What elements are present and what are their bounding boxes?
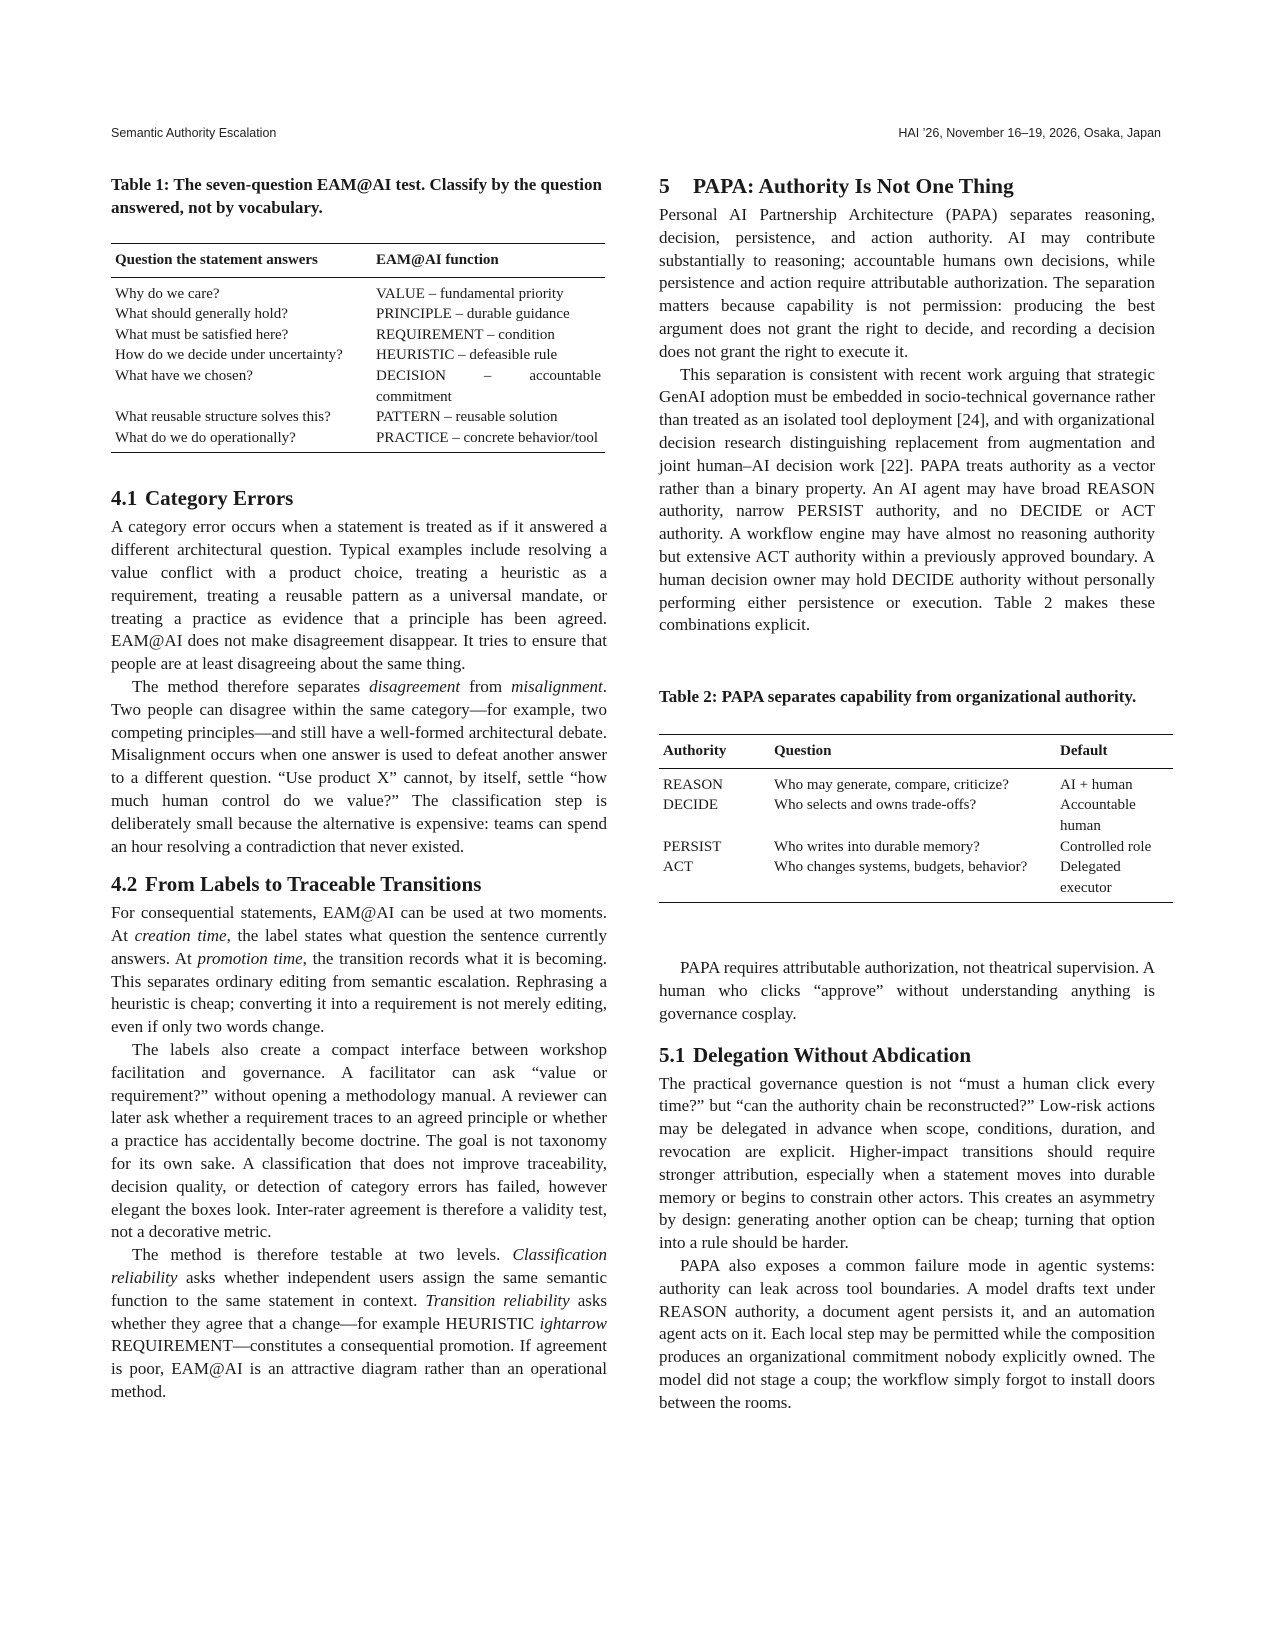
paragraph: For consequential statements, EAM@AI can be used at two moments. At creation time, the label states what question the sentence currently answers. At promotion time, the transition records what it is becoming. This separates ordinary editing from semantic escalation. Rephrasing a heuristic is cheap; converting it into a requirement is not merely editing, even if only two words change.: [111, 903, 607, 1037]
table2-authority-cell: PERSIST: [663, 838, 722, 855]
table2-default-cell: Delegated executor: [1060, 859, 1121, 896]
table2-question-cell: Who may generate, compare, criticize?: [774, 776, 1009, 793]
table2-default-cell: Controlled role: [1060, 838, 1152, 855]
table1-header-question: Question the statement answers: [115, 252, 318, 268]
right-column: [659, 173, 1155, 1415]
table2-header-question: Question: [774, 743, 832, 760]
table1-caption: Table 1: The seven-question EAM@AI test. Classify by the question answered, not by vocabulary.: [111, 175, 602, 217]
table-row: [111, 304, 605, 325]
table2-question-cell: Who writes into durable memory?: [774, 838, 980, 855]
table1-question-cell: What reusable structure solves this?: [115, 409, 331, 426]
table2-default-cell: AI + human: [1060, 776, 1133, 793]
running-header-venue: HAI ’26, November 16–19, 2026, Osaka, Japan: [898, 126, 1161, 140]
table1-function-cell: PRACTICE – concrete behavior/tool: [376, 429, 599, 446]
table1-function-cell: PATTERN – reusable solution: [376, 409, 558, 426]
table2-question-cell: Who changes systems, budgets, behavior?: [774, 859, 1028, 876]
table1-function-cell: HEURISTIC – defeasible rule: [376, 347, 558, 364]
paragraph: PAPA requires attributable authorization, not theatrical supervision. A human who clicks “approve” without understanding anything is governance cosplay.: [659, 958, 1155, 1023]
paragraph: A category error occurs when a statement is treated as if it answered a different architectural question. Typical examples include resolving a value conflict with a product choice, treating a heuristic as a requirement, treating a reusable pattern as a universal mandate, or treating a practice as evidence that a principle has been agreed. EAM@AI does not make disagreement disappear. It tries to ensure that people are at least disagreeing about the same thing.: [111, 517, 607, 674]
table1-question-cell: What do we do operationally?: [115, 429, 296, 446]
table1-header-function: EAM@AI function: [376, 252, 499, 268]
table2: [659, 734, 1173, 903]
paragraph: PAPA also exposes a common failure mode in agentic systems: authority can leak across tool boundaries. A model drafts text under REASON authority, a document agent persists it, and an automation agent acts on it. Each local step may be permitted while the composition produces an organizational commitment nobody explicitly owned. The model did not stage a coup; the workflow simply forgot to install doors between the rooms.: [659, 1256, 1155, 1412]
table2-authority-cell: ACT: [663, 859, 693, 876]
paragraph: Personal AI Partnership Architecture (PAPA) separates reasoning, decision, persistence, and action authority. AI may contribute substantially to reasoning; accountable humans own decisions, while persistence and action require attributable authorization. The separation matters because capability is not permission: producing the best argument does not grant the right to decide, and recording a decision does not grant the right to execute it.: [659, 205, 1155, 361]
table1-function-cell: REQUIREMENT – condition: [376, 326, 555, 343]
section-number: 4.1: [111, 486, 138, 511]
table1-header-row: [111, 244, 605, 278]
running-header-title: Semantic Authority Escalation: [111, 126, 277, 140]
section-number: 5.1: [659, 1042, 686, 1067]
table1-question-cell: What have we chosen?: [115, 367, 253, 384]
table-row: [659, 857, 1173, 903]
table-row: [111, 325, 605, 346]
section-title: Category Errors: [145, 486, 294, 511]
table-row: [111, 366, 605, 407]
table1-question-cell: What must be satisfied here?: [115, 326, 289, 343]
table2-header-default: Default: [1060, 743, 1108, 760]
table-row: [111, 428, 605, 453]
table-row: [111, 407, 605, 428]
section-4-1-heading: [111, 485, 607, 511]
paragraph: The method is therefore testable at two levels. Classification reliability asks whether independent users assign the same semantic function to the same statement in context. Transition reliability asks whether they agree that a change—for example HEURISTIC ightarrow REQUIREMENT—constitutes a consequential promotion. If agreement is poor, EAM@AI is an attractive diagram rather than an operational method.: [111, 1245, 607, 1402]
table2-caption: Table 2: PAPA separates capability from organizational authority.: [659, 687, 1137, 707]
paragraph: The practical governance question is not “must a human click every time?” but “can the authority chain be reconstructed?” Low-risk actions may be delegated in advance when scope, conditions, duration, and revocation are explicit. Higher-impact transitions should require stronger attribution, especially when a statement moves into durable memory or begins to constrain other actors. This creates an asymmetry by design: generating another option can be cheap; turning that option into a rule should be harder.: [659, 1073, 1155, 1253]
table1-question-cell: What should generally hold?: [115, 306, 288, 323]
table2-authority-cell: REASON: [663, 776, 724, 793]
table1-function-cell: DECISION – accountable commitment: [376, 367, 601, 405]
table1: [111, 243, 605, 453]
table2-question-cell: Who selects and owns trade-offs?: [774, 797, 977, 814]
left-column: [111, 173, 607, 1404]
table-row: [659, 837, 1173, 858]
section-5-heading: [659, 173, 1155, 199]
section-title: From Labels to Traceable Transitions: [145, 872, 482, 897]
table-row: [659, 795, 1173, 836]
table1-function-cell: PRINCIPLE – durable guidance: [376, 306, 570, 323]
table-row: [111, 345, 605, 366]
table1-function-cell: VALUE – fundamental priority: [376, 285, 564, 302]
section-5-1-heading: [659, 1042, 1155, 1068]
table-row: [659, 768, 1173, 795]
table1-question-cell: Why do we care?: [115, 285, 220, 302]
table2-authority-cell: DECIDE: [663, 797, 718, 814]
paragraph: This separation is consistent with recent work arguing that strategic GenAI adoption must be embedded in socio-technical governance rather than treated as an isolated tool deployment [24], and with organizational decision research distinguishing replacement from augmentation and joint human–AI decision work [22]. PAPA treats authority as a vector rather than a binary property. An AI agent may have broad REASON authority, narrow PERSIST authority, and no DECIDE or ACT authority. A workflow engine may have almost no reasoning authority but extensive ACT authority within a previously approved boundary. A human decision owner may hold DECIDE authority without personally performing either persistence or execution. Table 2 makes these combinations explicit.: [659, 364, 1155, 635]
table1-question-cell: How do we decide under uncertainty?: [115, 347, 343, 364]
paragraph: The method therefore separates disagreement from misalignment. Two people can disagree within the same category—for example, two competing principles—and still have a well-formed architectural debate. Misalignment occurs when one answer is used to defeat another answer to a different question. “Use product X” cannot, by itself, settle “how much human control do we value?” The classification step is deliberately small because the alternative is expensive: teams can spend an hour resolving a contradiction that never existed.: [111, 676, 608, 856]
section-title: PAPA: Authority Is Not One Thing: [693, 174, 1014, 198]
section-title: Delegation Without Abdication: [693, 1042, 972, 1067]
section-number: 4.2: [111, 872, 138, 897]
section-4-2-heading: [111, 871, 607, 897]
table2-header-authority: Authority: [663, 743, 727, 760]
paragraph: The labels also create a compact interface between workshop facilitation and governance. A facilitator can ask “value or requirement?” without opening a methodology manual. A reviewer can later ask whether a requirement traces to an agreed principle or whether a practice has accidentally become doctrine. The goal is not taxonomy for its own sake. A classification that does not improve traceability, decision quality, or detection of category errors has failed, however elegant the boxes look. Inter-rater agreement is therefore a validity test, not a decorative metric.: [111, 1040, 607, 1242]
section-number: 5: [659, 174, 670, 198]
table-row: [111, 277, 605, 304]
table2-default-cell: Accountable human: [1060, 797, 1136, 834]
table2-header-row: [659, 735, 1173, 769]
